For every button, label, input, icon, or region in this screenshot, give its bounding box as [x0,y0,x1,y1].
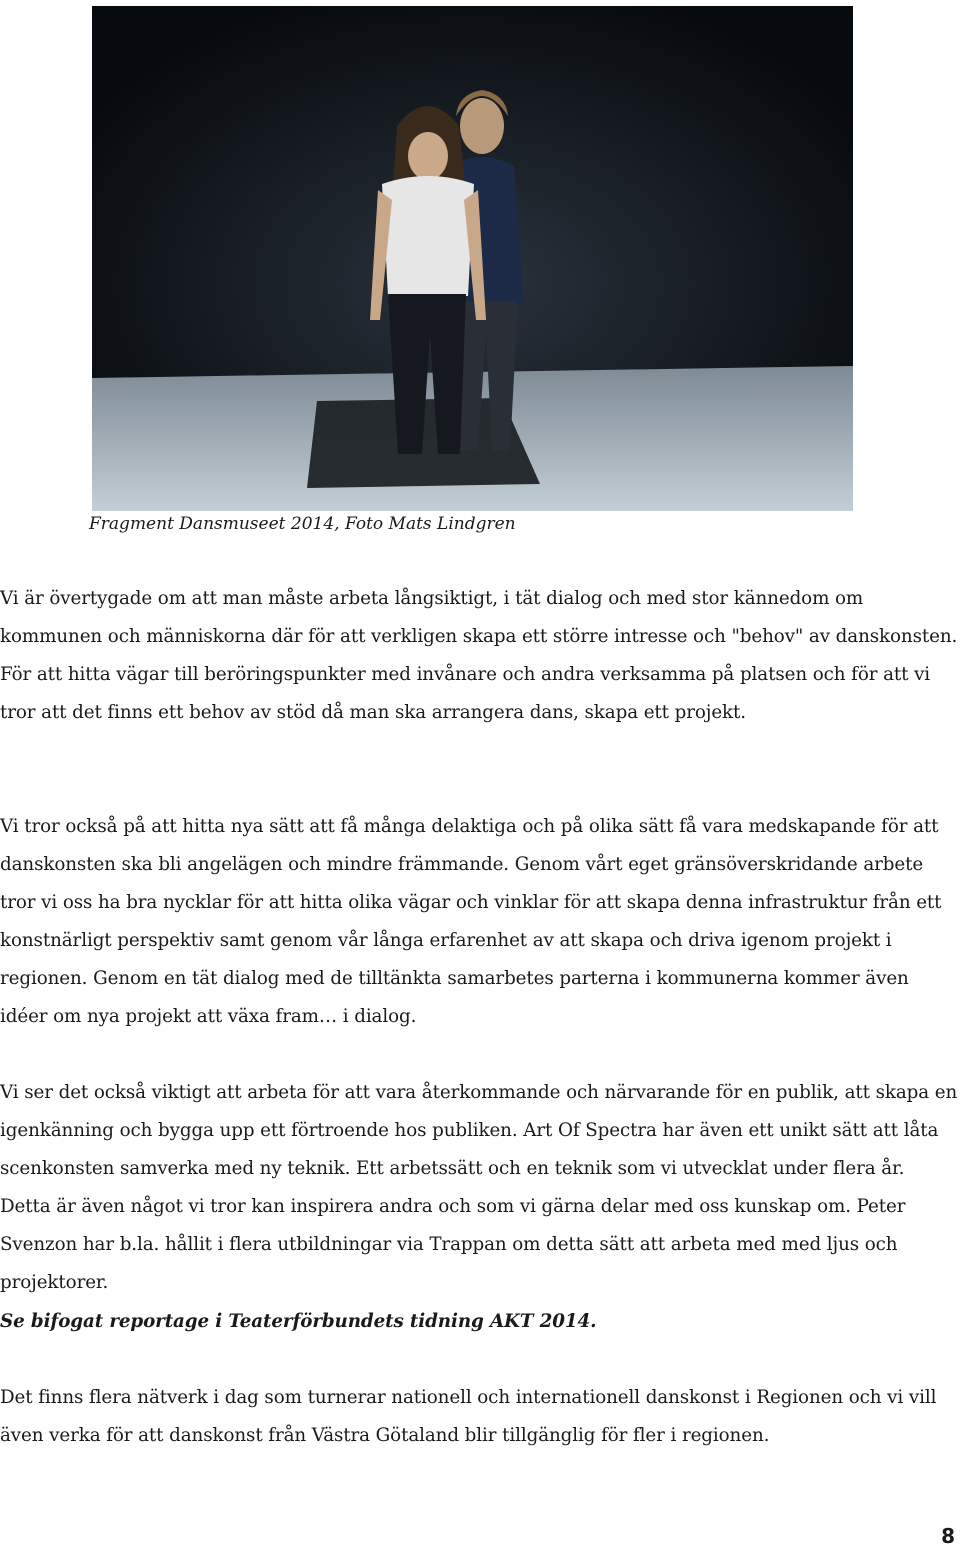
page-number: 8 [941,1524,955,1548]
paragraph-4: Det finns flera nätverk i dag som turnerar nationell och internationell danskonst i Regionen och vi vill även verka för att danskonst från Västra Götaland blir tillgänglig för fler i regionen. [0,1387,937,1446]
paragraph-1: Vi är övertygade om att man måste arbeta långsiktigt, i tät dialog och med stor kännedom om kommunen och människorna där för att verkligen skapa ett större intresse och "behov" av danskonsten. För att hitta vägar till beröringspunkter med invånare och andra verksamma på platsen och för att vi tror att det finns ett behov av stöd då man ska arrangera dans, skapa ett projekt. [0,588,958,723]
photo-caption: Fragment Dansmuseet 2014, Foto Mats Lindgren [89,514,516,534]
reportage-note: Se bifogat reportage i Teaterförbundets tidning AKT 2014. [0,1311,597,1332]
dance-photo [92,6,853,511]
paragraph-2: Vi tror också på att hitta nya sätt att få många delaktiga och på olika sätt få vara medskapande för att danskonsten ska bli angelägen och mindre främmande. Genom vårt eget gränsöverskridande arbete tror vi oss ha bra nycklar för att hitta olika vägar och vinklar för att skapa denna infrastruktur från ett konstnärligt perspektiv samt genom vår långa erfarenhet av att skapa och driva igenom projekt i regionen. Genom en tät dialog med de tilltänkta samarbetes parterna i kommunerna kommer även idéer om nya projekt att växa fram… i dialog. [0,816,942,1027]
paragraph-3: Vi ser det också viktigt att arbeta för att vara återkommande och närvarande för en publik, att skapa en igenkänning och bygga upp ett förtroende hos publiken. Art Of Spectra har även ett unikt sätt att låta scenkonsten samverka med ny teknik. Ett arbetssätt och en teknik som vi utvecklat under flera år. Detta är även något vi tror kan inspirera andra och som vi gärna delar med oss kunskap om. Peter Svenzon har b.la. hållit i flera utbildningar via Trappan om detta sätt att arbeta med med ljus och projektorer. [0,1082,958,1293]
